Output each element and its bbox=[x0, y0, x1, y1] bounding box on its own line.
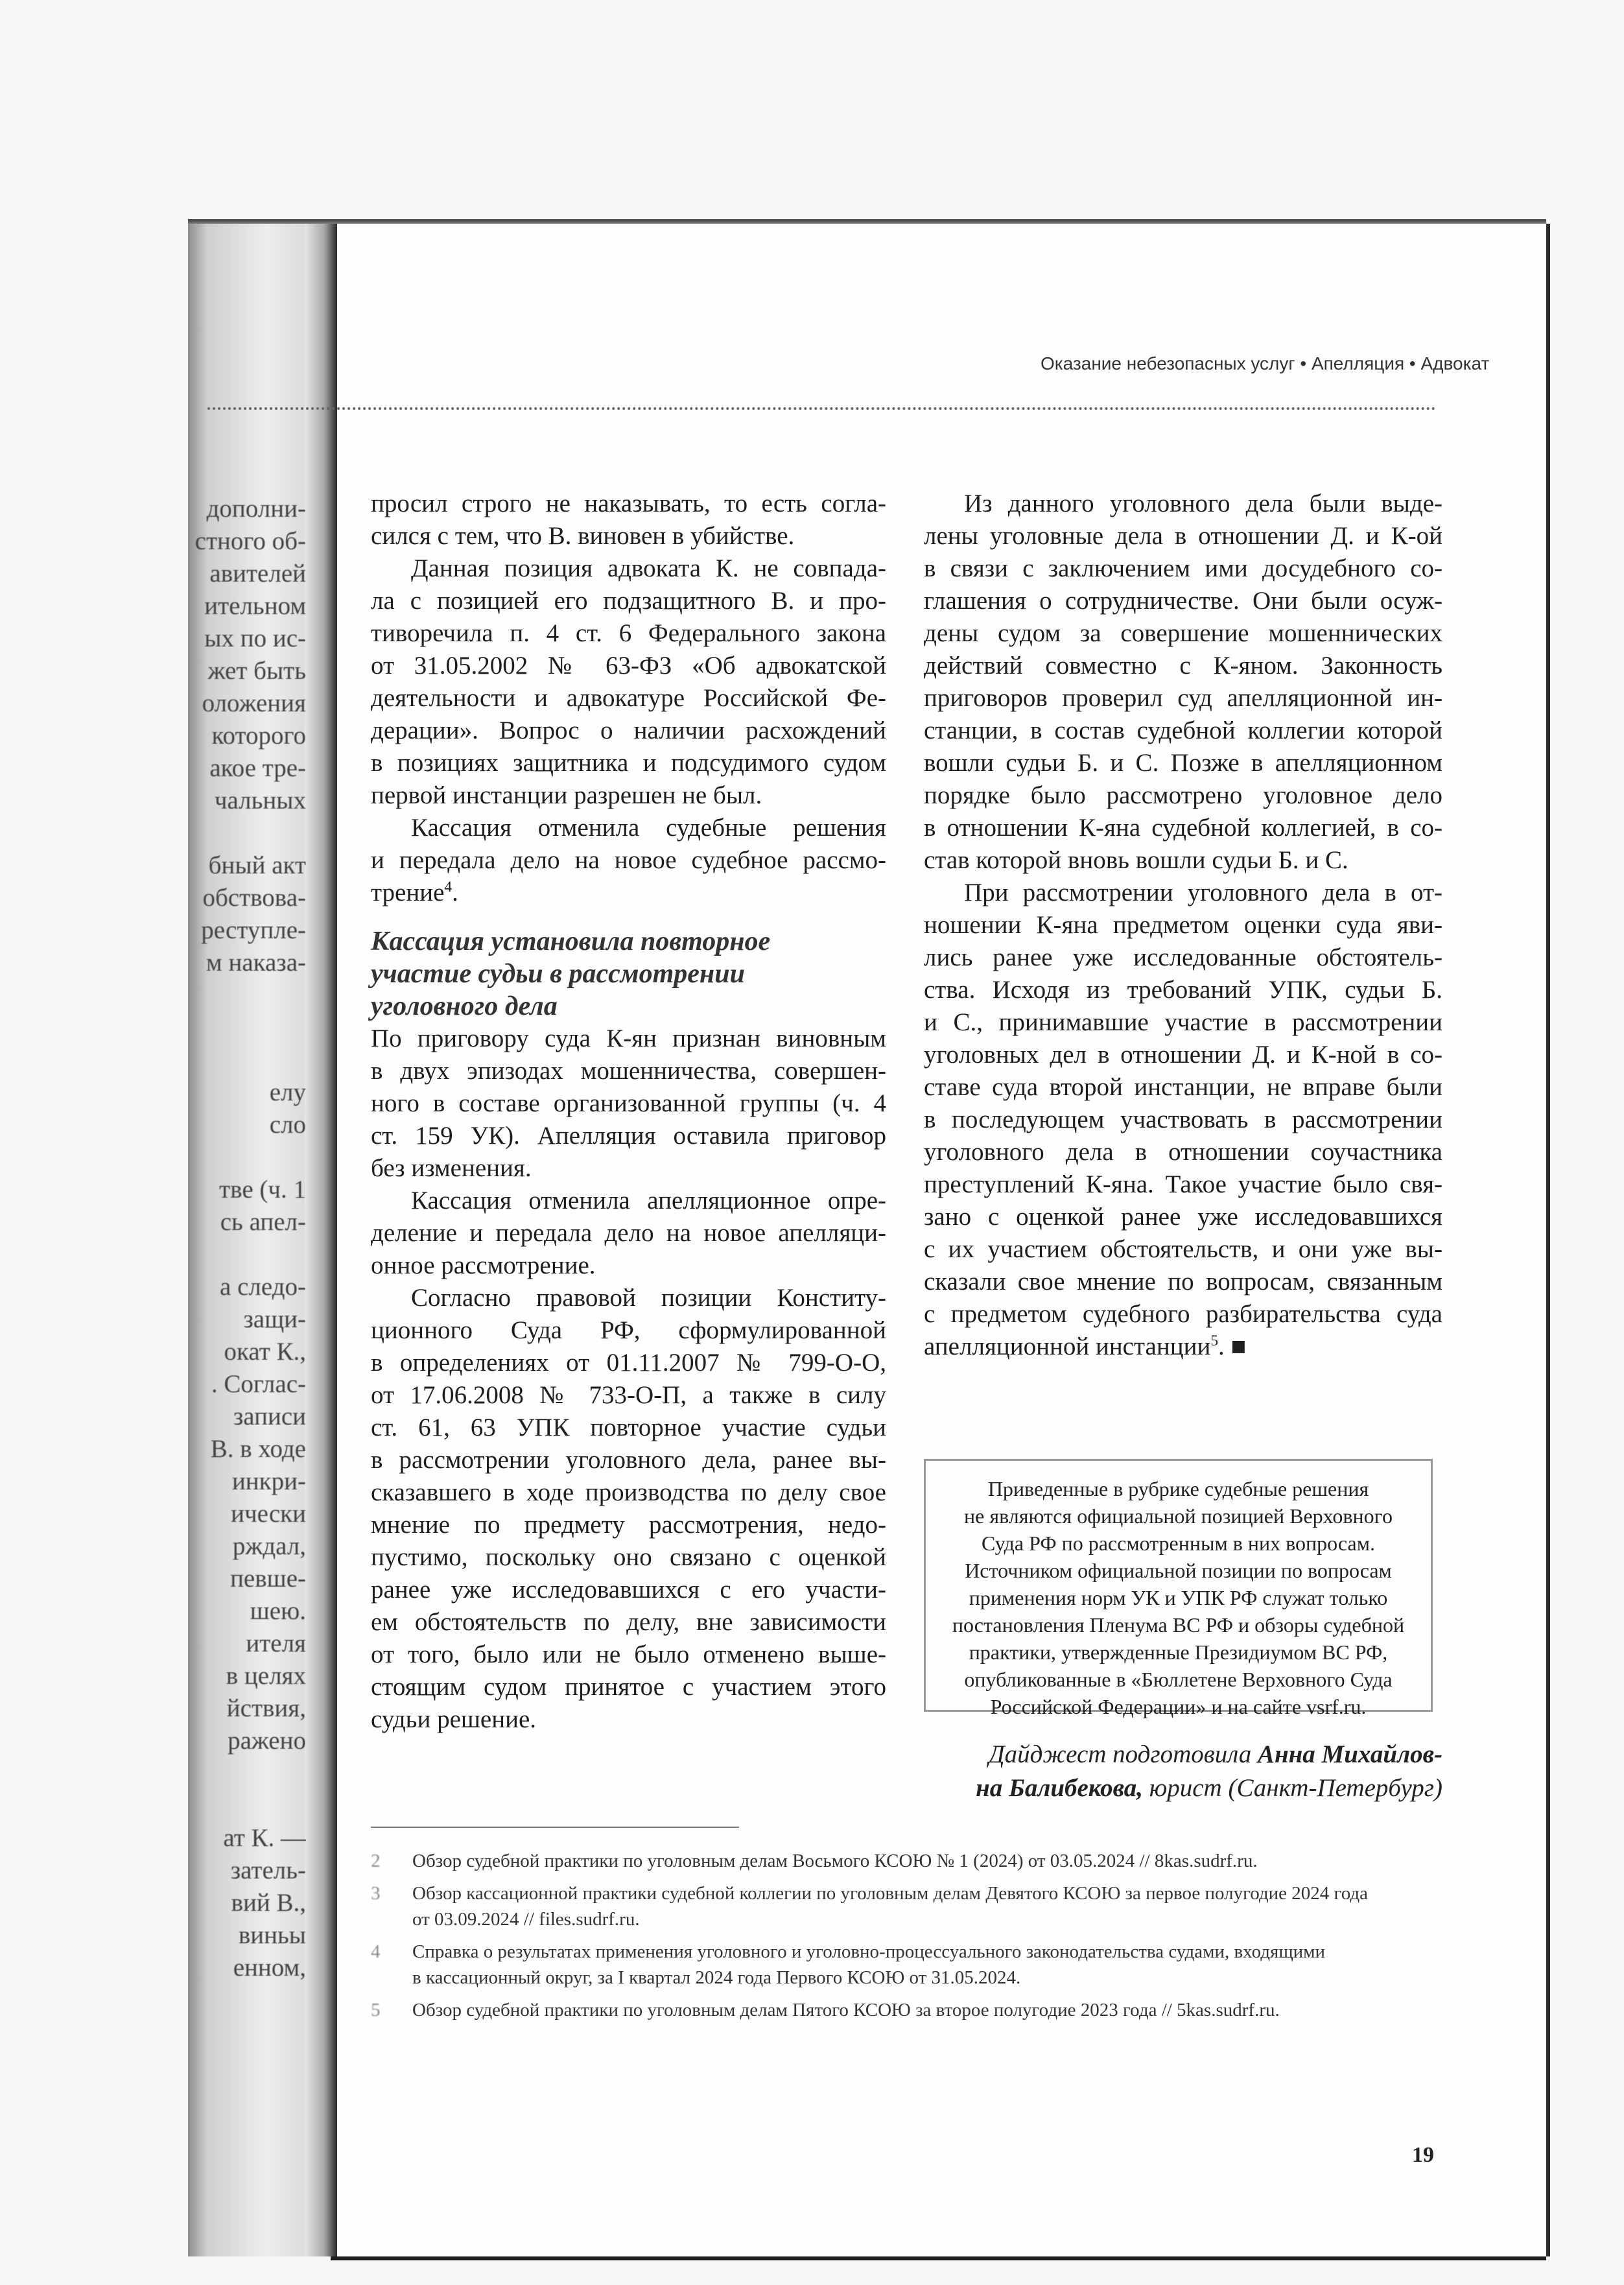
disclaimer-line: Источником официальной позиции по вопросам bbox=[965, 1559, 1392, 1582]
left-fragment-line: м наказа- bbox=[206, 949, 306, 977]
text-line bbox=[371, 1444, 886, 1476]
left-fragment-line: инкри- bbox=[231, 1467, 306, 1495]
text-line-content: Данная позиция адвоката К. не совпада- bbox=[411, 554, 886, 582]
text-line-content: По приговору суда К-ян признан виновным bbox=[371, 1024, 886, 1052]
text-line-content: мнение по предмету рассмотрения, недо- bbox=[371, 1511, 886, 1539]
text-line bbox=[371, 650, 886, 682]
heading-line: уголовного дела bbox=[371, 991, 558, 1021]
left-fragment-line bbox=[194, 1790, 306, 1822]
left-fragment-line: жет быть bbox=[207, 657, 306, 685]
text-line-content: в отношении К-яна судебной коллегией, в со- bbox=[924, 814, 1442, 842]
text-line bbox=[924, 812, 1442, 844]
left-page-fragments bbox=[194, 493, 306, 1984]
text-line bbox=[371, 552, 886, 585]
text-line bbox=[924, 682, 1442, 715]
text-line-content: с их участием обстоятельств, и они уже вы- bbox=[924, 1235, 1442, 1263]
text-line bbox=[371, 1379, 886, 1412]
text-line-content: действий совместно с К-яном. Законность bbox=[924, 652, 1442, 680]
left-fragment-line bbox=[194, 979, 306, 1012]
text-line-content: Кассация отменила судебные решения bbox=[411, 814, 886, 842]
disclaimer-box bbox=[924, 1459, 1433, 1718]
text-line-content: ла с позицией его подзащитного В. и про- bbox=[371, 587, 886, 615]
text-line bbox=[371, 1023, 886, 1055]
text-line bbox=[371, 1412, 886, 1444]
text-line bbox=[371, 1217, 886, 1249]
text-line bbox=[371, 585, 886, 617]
text-line bbox=[924, 488, 1442, 520]
text-line bbox=[371, 1152, 886, 1185]
text-line bbox=[924, 1168, 1442, 1201]
left-fragment-line: ых по ис- bbox=[204, 624, 306, 652]
text-line bbox=[924, 877, 1442, 909]
text-line-content: порядке было рассмотрено уголовное дело bbox=[924, 781, 1442, 809]
text-line-content: апелляционной инстанции bbox=[924, 1332, 1211, 1360]
digest-credit bbox=[924, 1738, 1442, 1805]
text-line-content: станции, в состав судебной коллегии которой bbox=[924, 716, 1442, 744]
disclaimer-line: Российской Федерации» и на сайте vsrf.ru. bbox=[990, 1695, 1367, 1718]
footnote-rule bbox=[371, 1827, 739, 1828]
footnote bbox=[371, 1997, 1441, 2023]
footnote bbox=[371, 1939, 1441, 1991]
disclaimer-line: практики, утвержденные Президиумом ВС РФ, bbox=[969, 1640, 1388, 1664]
text-line bbox=[371, 488, 886, 520]
text-line-content: вошли судьи Б. и С. Позже в апелляционном bbox=[924, 749, 1442, 777]
text-line bbox=[371, 779, 886, 812]
disclaimer-line: опубликованные в «Бюллетене Верховного Суда bbox=[964, 1668, 1393, 1691]
text-line bbox=[924, 552, 1442, 585]
left-fragment-line: затель- bbox=[230, 1856, 306, 1884]
text-line bbox=[371, 1671, 886, 1703]
text-line-content: уголовных дел в отношении Д. и К-ной в со- bbox=[924, 1041, 1442, 1069]
spacer bbox=[371, 909, 886, 925]
footnotes bbox=[371, 1848, 1441, 2030]
text-line bbox=[371, 1249, 886, 1282]
text-line bbox=[924, 585, 1442, 617]
left-fragment-line: елу bbox=[269, 1078, 306, 1106]
text-line bbox=[924, 1233, 1442, 1266]
heading-line: участие судьи в рассмотрении bbox=[371, 959, 745, 989]
left-fragment-line: певше- bbox=[230, 1565, 306, 1592]
text-line bbox=[924, 1201, 1442, 1233]
left-fragment-line bbox=[194, 1141, 306, 1174]
text-line bbox=[924, 1039, 1442, 1071]
text-line-content: глашения о сотрудничестве. Они были осуж- bbox=[924, 587, 1442, 615]
text-line bbox=[371, 715, 886, 747]
left-fragment-line bbox=[194, 1238, 306, 1271]
text-line-content: в двух эпизодах мошенничества, совершен- bbox=[371, 1057, 886, 1085]
left-fragment-line: В. в ходе bbox=[210, 1435, 306, 1463]
footnote-ref: 4 bbox=[444, 879, 453, 895]
text-line-content: от того, было или не было отменено выше- bbox=[371, 1640, 886, 1668]
page-number: 19 bbox=[1412, 2143, 1434, 2167]
text-line-content: онное рассмотрение. bbox=[371, 1251, 596, 1279]
footnote-number: 5 bbox=[371, 2000, 381, 2020]
text-line-content: став которой вновь вошли судьи Б. и С. bbox=[924, 846, 1348, 874]
left-fragment-line: акое тре- bbox=[209, 754, 306, 782]
text-line-content: в определениях от 01.11.2007 № 799-О-О, bbox=[371, 1349, 886, 1377]
text-line bbox=[371, 1509, 886, 1541]
text-line bbox=[924, 1104, 1442, 1136]
text-line-content: Согласно правовой позиции Конститу- bbox=[411, 1284, 886, 1312]
text-line-content: приговоров проверил суд апелляционной ин- bbox=[924, 684, 1442, 712]
text-line-content: в позициях защитника и подсудимого судом bbox=[371, 749, 886, 777]
left-fragment-line: вий В., bbox=[231, 1889, 306, 1917]
text-line-content: стоящим судом принятое с участием этого bbox=[371, 1673, 886, 1701]
text-line-content: ного в составе организованной группы (ч. 4 bbox=[371, 1089, 886, 1117]
left-fragment-line: защи- bbox=[243, 1305, 306, 1333]
text-line-content: лись ранее уже исследованные обстоятель- bbox=[924, 943, 1442, 971]
left-fragment-line: оложения bbox=[202, 689, 306, 717]
left-fragment-line: которого bbox=[211, 722, 306, 750]
footnote bbox=[371, 1848, 1441, 1874]
text-line bbox=[924, 650, 1442, 682]
footnote-number: 4 bbox=[371, 1941, 381, 1962]
text-line-content: дерации». Вопрос о наличии расхождений bbox=[371, 716, 886, 744]
text-line-content: При рассмотрении уголовного дела в от- bbox=[964, 879, 1442, 906]
footnote-line bbox=[371, 1941, 1325, 1962]
left-fragment-line: записи bbox=[233, 1403, 306, 1430]
text-line-content: судьи решение. bbox=[371, 1705, 537, 1733]
text-line bbox=[924, 844, 1442, 877]
left-fragment-line: дополни- bbox=[206, 495, 306, 523]
left-fragment-line: ителя bbox=[246, 1629, 306, 1657]
footnote bbox=[371, 1880, 1441, 1932]
text-line bbox=[371, 1314, 886, 1347]
end-mark: ■ bbox=[1230, 1332, 1247, 1360]
text-line-content: зано с оценкой ранее уже исследовавшихся bbox=[924, 1203, 1442, 1231]
footnote-number: 2 bbox=[371, 1851, 381, 1871]
running-head: Оказание небезопасных услуг • Апелляция • Адвокат bbox=[1041, 353, 1490, 373]
text-line bbox=[924, 715, 1442, 747]
text-line-content: без изменения. bbox=[371, 1154, 532, 1182]
text-line bbox=[924, 1266, 1442, 1298]
text-line-content: Из данного уголовного дела были выде- bbox=[964, 490, 1442, 517]
text-line bbox=[924, 1006, 1442, 1039]
text-line-content: деятельности и адвокатуре Российской Фе- bbox=[371, 684, 886, 712]
text-line bbox=[924, 779, 1442, 812]
text-line bbox=[371, 1055, 886, 1087]
text-line bbox=[924, 1298, 1442, 1331]
right-column bbox=[924, 488, 1442, 1363]
text-line-content: сказавшего в ходе производства по делу свое bbox=[371, 1478, 886, 1506]
footnote-line bbox=[371, 1883, 1368, 1904]
left-fragment-line: ически bbox=[231, 1500, 306, 1528]
text-line bbox=[924, 909, 1442, 941]
left-fragment-line: реступле- bbox=[201, 916, 306, 944]
text-line-content: ст. 61, 63 УПК повторное участие судьи bbox=[371, 1414, 886, 1441]
text-line bbox=[371, 1087, 886, 1120]
footnote-text: в кассационный округ, за I квартал 2024 года Первого КСОЮ от 31.05.2024. bbox=[412, 1967, 1021, 1988]
left-fragment-line bbox=[194, 1757, 306, 1790]
digest-suffix: юрист (Санкт-Петербург) bbox=[1142, 1774, 1442, 1802]
text-line-content: ем обстоятельств по делу, вне зависимости bbox=[371, 1608, 886, 1636]
text-line-content: дены судом за совершение мошеннических bbox=[924, 619, 1442, 647]
text-line bbox=[924, 974, 1442, 1006]
text-line bbox=[371, 617, 886, 650]
text-line bbox=[371, 1639, 886, 1671]
heading-line: Кассация установила повторное bbox=[371, 927, 771, 956]
text-line-content: ционного Суда РФ, сформулированной bbox=[371, 1316, 886, 1344]
section-heading bbox=[371, 925, 886, 1023]
text-line-content: сказали свое мнение по вопросам, связанным bbox=[924, 1268, 1442, 1296]
text-line bbox=[371, 1476, 886, 1509]
disclaimer-line: применения норм УК и УПК РФ служат только bbox=[969, 1586, 1388, 1609]
text-line-content: ст. 159 УК). Апелляция оставила приговор bbox=[371, 1122, 886, 1150]
text-line-content: ставе суда второй инстанции, не вправе были bbox=[924, 1073, 1442, 1101]
text-line: апелляционной инстанции$^5$. ■ bbox=[924, 1332, 1247, 1360]
text-line bbox=[924, 617, 1442, 650]
text-line bbox=[371, 1282, 886, 1314]
text-line bbox=[371, 1185, 886, 1217]
left-fragment-line: . Соглас- bbox=[211, 1370, 306, 1398]
left-fragment-line: сь апел- bbox=[220, 1208, 306, 1236]
left-fragment-line bbox=[194, 1044, 306, 1076]
text-line-content: Кассация отменила апелляционное опре- bbox=[411, 1187, 886, 1214]
disclaimer-line: Приведенные в рубрике судебные решения bbox=[987, 1477, 1369, 1500]
left-fragment-line: виньы bbox=[238, 1921, 306, 1949]
text-line-content: и С., принимавшие участие в рассмотрении bbox=[924, 1008, 1442, 1036]
text-line bbox=[371, 1574, 886, 1606]
left-fragment-line: обствова- bbox=[202, 884, 306, 912]
text-line bbox=[371, 682, 886, 715]
text-line-content: преступлений К-яна. Такое участие было свя- bbox=[924, 1170, 1442, 1198]
text-line-content: ношении К-яна предметом оценки суда яви- bbox=[924, 911, 1442, 939]
left-fragment-line: енном, bbox=[233, 1954, 306, 1982]
disclaimer-line: не являются официальной позицией Верховного bbox=[964, 1504, 1393, 1528]
disclaimer-line: постановления Пленума ВС РФ и обзоры судебной bbox=[952, 1613, 1405, 1637]
text-line-content: от 17.06.2008 № 733-О-П, а также в силу bbox=[371, 1381, 886, 1409]
text-line bbox=[924, 941, 1442, 974]
left-fragment-line: окат К., bbox=[224, 1338, 306, 1366]
text-line bbox=[371, 1703, 886, 1736]
footnote-text: Обзор судебной практики по уголовным делам Пятого КСОЮ за второе полугодие 2023 года // 5kas.sudrf.ru. bbox=[412, 2000, 1280, 2020]
text-line bbox=[371, 812, 886, 844]
footnote-text: Обзор судебной практики по уголовным делам Восьмого КСОЮ № 1 (2024) от 03.05.2024 // 8kas.sudrf.ru. bbox=[412, 1851, 1258, 1871]
digest-prefix: Дайджест подготовила bbox=[988, 1740, 1258, 1768]
text-line bbox=[371, 844, 886, 877]
text-line-content: лены уголовные дела в отношении Д. и К-ой bbox=[924, 522, 1442, 550]
text-line-content: первой инстанции разрешен не был. bbox=[371, 781, 762, 809]
text-line bbox=[371, 1347, 886, 1379]
text-line-content: тиворечила п. 4 ст. 6 Федерального закона bbox=[371, 619, 886, 647]
footnote-text: Справка о результатах применения уголовного и уголовно-процессуального законодательства судами, входящими bbox=[412, 1941, 1326, 1962]
text-line-content: от 31.05.2002 № 63-ФЗ «Об адвокатской bbox=[371, 652, 886, 680]
left-fragment-line: ражено bbox=[228, 1727, 306, 1755]
footnote-ref: 5 bbox=[1210, 1332, 1219, 1349]
left-fragment-line: тве (ч. 1 bbox=[219, 1176, 306, 1203]
text-line bbox=[924, 747, 1442, 779]
text-line-content: ства. Исходя из требований УПК, судьи Б. bbox=[924, 976, 1442, 1004]
left-fragment-line: авителей bbox=[209, 560, 306, 587]
text-line bbox=[924, 520, 1442, 552]
text-line-content: и передала дело на новое судебное рассмо- bbox=[371, 846, 886, 874]
text-line-content: просил строго не наказывать, то есть согла- bbox=[371, 490, 886, 517]
disclaimer-line: Суда РФ по рассмотренным в них вопросам. bbox=[982, 1532, 1375, 1555]
left-fragment-line: стного об- bbox=[194, 527, 306, 555]
left-fragment-line: рждал, bbox=[232, 1532, 306, 1560]
left-fragment-line: шею. bbox=[250, 1597, 306, 1625]
page-gutter bbox=[305, 224, 337, 2256]
digest-author-1: Анна Михайлов- bbox=[1257, 1740, 1442, 1768]
left-fragment-line: в целях bbox=[226, 1662, 306, 1690]
middle-column bbox=[371, 488, 886, 1736]
text-line bbox=[371, 747, 886, 779]
left-fragment-line: чальных bbox=[214, 787, 306, 814]
text-line bbox=[924, 1136, 1442, 1168]
text-line bbox=[371, 1606, 886, 1639]
footnote-line bbox=[371, 2000, 1280, 2020]
footnote-text: от 03.09.2024 // files.sudrf.ru. bbox=[412, 1909, 640, 1930]
digest-author-2: на Балибекова, bbox=[976, 1774, 1143, 1802]
text-line-content: пустимо, поскольку оно связано с оценкой bbox=[371, 1543, 886, 1571]
left-fragment-line: ительном bbox=[204, 592, 306, 620]
text-line-content: в связи с заключением ими досудебного со- bbox=[924, 554, 1442, 582]
text-line-content: сился с тем, что В. виновен в убийстве. bbox=[371, 522, 795, 550]
left-fragment-line: йствия, bbox=[226, 1694, 306, 1722]
left-fragment-line: а следо- bbox=[220, 1273, 306, 1301]
text-line: трение$^4$. bbox=[371, 879, 458, 906]
footnote-line bbox=[371, 1851, 1258, 1871]
text-line bbox=[371, 520, 886, 552]
header-dotted-rule bbox=[207, 407, 1436, 410]
text-line-content: в последующем участвовать в рассмотрении bbox=[924, 1106, 1442, 1133]
left-fragment-line: ат К. — bbox=[223, 1824, 306, 1852]
text-line-content: уголовного дела в отношении соучастника bbox=[924, 1138, 1442, 1166]
text-line-content: в рассмотрении уголовного дела, ранее вы- bbox=[371, 1446, 886, 1474]
footnote-text: Обзор кассационной практики судебной коллегии по уголовным делам Девятого КСОЮ за первое полугодие 2024 года bbox=[412, 1883, 1369, 1904]
text-line bbox=[924, 1071, 1442, 1104]
text-line-content: трение bbox=[371, 879, 445, 906]
text-line bbox=[371, 1541, 886, 1574]
left-fragment-line bbox=[194, 1012, 306, 1044]
text-line-content: с предметом судебного разбирательства суда bbox=[924, 1300, 1442, 1328]
left-fragment-line: бный акт bbox=[208, 851, 306, 879]
left-fragment-line: сло bbox=[269, 1111, 306, 1139]
left-fragment-line bbox=[194, 817, 306, 849]
footnote-number: 3 bbox=[371, 1883, 381, 1904]
text-line-content: ранее уже исследовавшихся с его участи- bbox=[371, 1576, 886, 1604]
text-line-content: деление и передала дело на новое апелляци- bbox=[371, 1219, 886, 1247]
text-line bbox=[371, 1120, 886, 1152]
